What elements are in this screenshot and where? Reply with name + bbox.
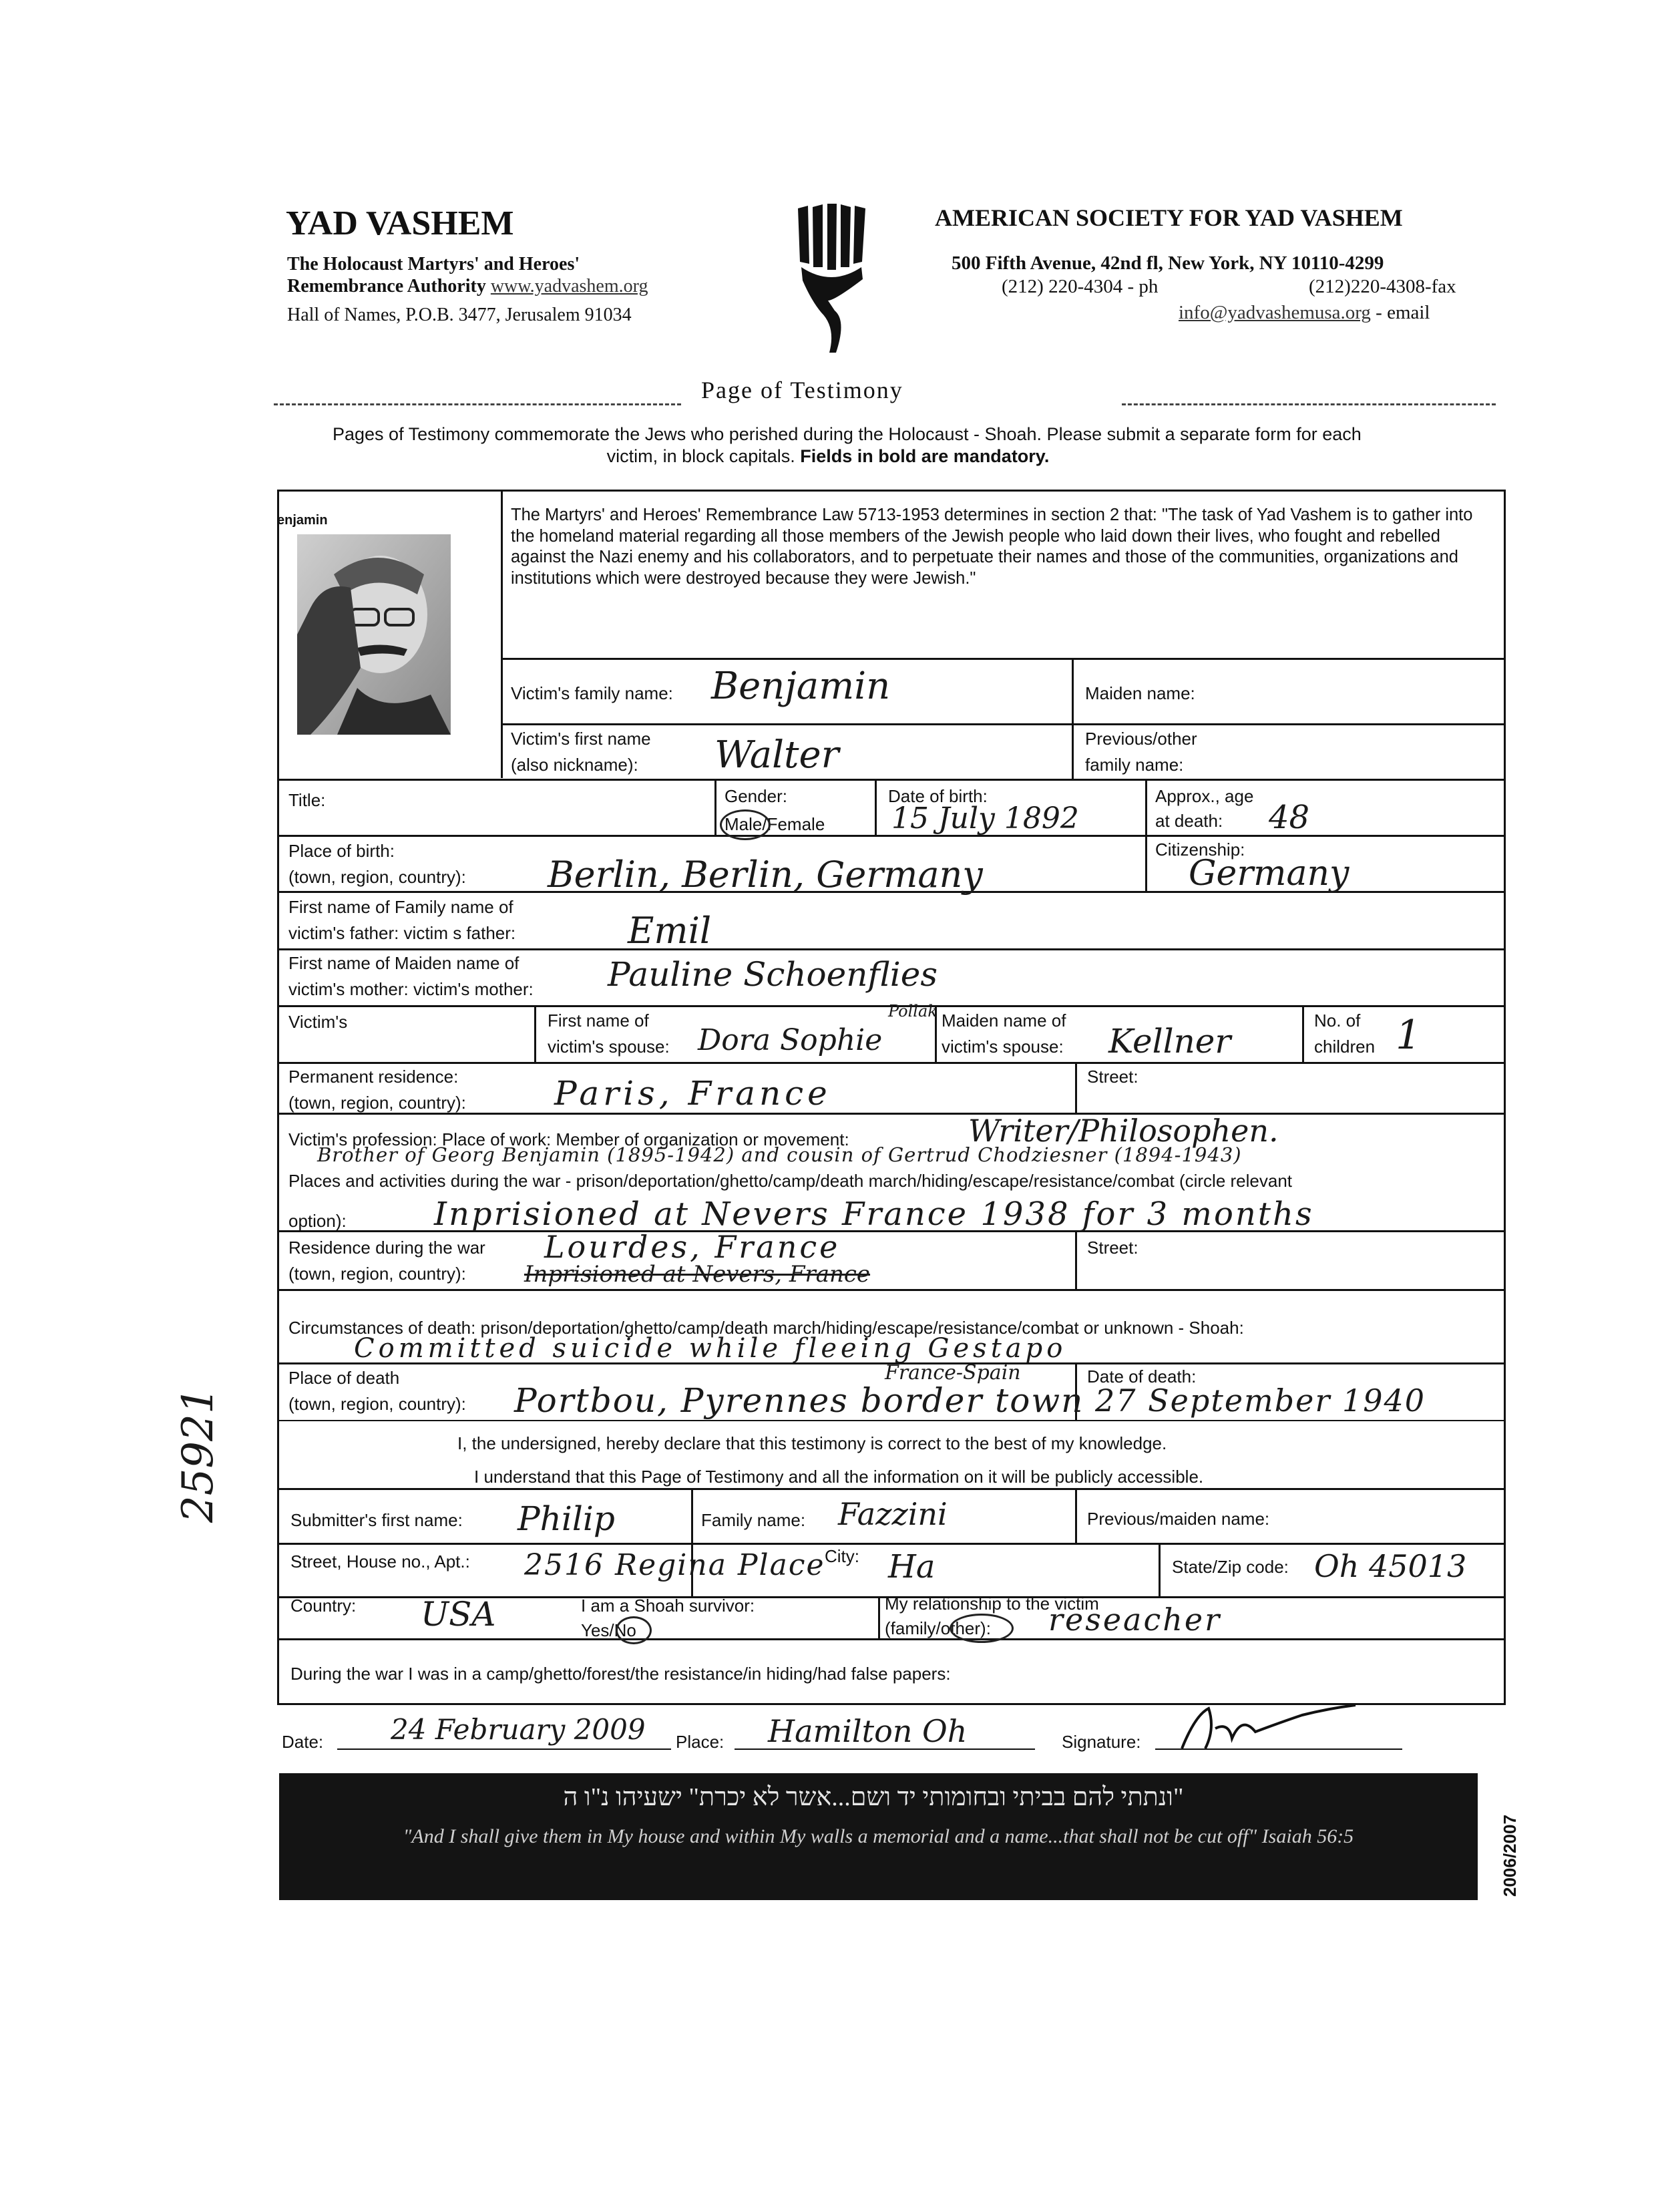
street-label-2: Street: [1087,1238,1138,1258]
mother-value[interactable]: Pauline Schoenflies [608,955,938,994]
banner-hebrew-quote: "ונתתי להם בביתי ובחומותי יד ושם...אשר לא יכרת" ישעיהו נ"ו ה [563,1783,1184,1811]
residence-value[interactable]: Paris, France [554,1074,831,1113]
pod-note-value: France-Spain [885,1361,1021,1385]
war-res-label [288,1237,485,1284]
residence-label-1: Permanent residence: [288,1067,459,1087]
col-maiden [1072,658,1074,779]
pob-value[interactable]: Berlin, Berlin, Germany [548,854,983,896]
children-label-1: No. of [1314,1010,1361,1031]
us-title: AMERICAN SOCIETY FOR YAD VASHEM [935,204,1403,231]
place-value[interactable]: Hamilton Oh [768,1713,968,1749]
rule-11 [277,1289,1506,1291]
yad-vashem-menorah-logo [795,200,868,354]
dod-label: Date of death: [1087,1366,1197,1387]
spouse-maiden-label-2: victim's spouse: [942,1036,1064,1057]
brother-note-value: Brother of Georg Benjamin (1895-1942) and cousin of Gertrud Chodziesner (1894-1943) [317,1143,1242,1166]
margin-reference-number: 25921 [174,1387,223,1523]
circumstances-label: Circumstances of death: prison/deportation/ghetto/camp/death march/hiding/escape/resistance/combat or unknown - Shoah: [288,1318,1244,1338]
rule-14 [277,1543,1506,1545]
children-value[interactable]: 1 [1396,1012,1422,1059]
form-code: 2006/2007 [1500,1815,1520,1897]
photo-divider [501,490,503,778]
org-authority: Remembrance Authority [287,276,486,297]
intro-line-2 [0,446,1656,467]
col-street-2 [1075,1230,1077,1289]
date-label: Date: [282,1732,324,1752]
no-circle-mark [616,1616,652,1644]
title-label: Title: [288,790,326,810]
pob-label-2: (town, region, country): [288,866,466,887]
spouse-maiden-value[interactable]: Kellner [1108,1022,1231,1061]
col-citizenship [1145,835,1147,891]
father-label-2: victim's father: victim s father: [288,922,516,943]
citizenship-value[interactable]: Germany [1189,854,1350,894]
us-phone: (212) 220-4304 - ph [1002,276,1159,297]
org-title: YAD VASHEM [286,204,514,242]
sub-city-value[interactable]: Ha [888,1548,936,1586]
father-value[interactable]: Emil [628,910,712,952]
residence-label [288,1066,466,1113]
relation-label-1: My relationship to the victim [885,1594,1099,1614]
col-age [1145,779,1147,835]
children-label [1314,1010,1375,1057]
date-underline [337,1748,671,1750]
dob-label: Date of birth: [888,786,988,806]
father-label-1: First name of Family name of [288,897,513,917]
dob-value[interactable]: 15 July 1892 [891,801,1079,836]
first-name-label-2: (also nickname): [511,754,638,775]
sub-first-value[interactable]: Philip [518,1499,615,1538]
sub-state-value[interactable]: Oh 45013 [1314,1548,1467,1584]
prev-family-label-1: Previous/other [1085,729,1197,749]
signature-label: Signature: [1062,1732,1141,1752]
org-line-1: The Holocaust Martyrs' and Heroes' [287,254,580,274]
photo-caption: enjamin [277,513,328,528]
col-relation [878,1596,880,1638]
rule-6 [277,948,1506,950]
family-name-value[interactable]: Benjamin [711,665,891,708]
victims-label: Victim's [288,1012,348,1032]
pod-value[interactable]: Portbou, Pyrennes border town [514,1381,1084,1420]
sub-city-label: City: [825,1546,859,1566]
org-line-2 [287,276,648,297]
mother-label [288,952,534,1000]
banner-english-quote: "And I shall give them in My house and within My walls a memorial and a name...that shall not be cut off" Isaiah 56:5 [403,1825,1354,1847]
us-email-suffix: - email [1376,302,1430,323]
profession-label: Victim's profession: Place of work: Member of organization or movement: [288,1129,849,1149]
age-label [1155,785,1253,832]
profession-value[interactable]: Writer/Philosophen. [968,1113,1279,1149]
sub-prev-label: Previous/maiden name: [1087,1509,1270,1529]
family-name-label: Victim's family name: [511,683,673,703]
sub-street-label: Street, House no., Apt.: [290,1551,470,1572]
gender-label: Gender: [724,786,787,806]
us-fax: (212)220-4308-fax [1309,276,1456,297]
intro-line-1: Pages of Testimony commemorate the Jews who perished during the Holocaust - Shoah. Please submit a separate form for each [333,424,1362,444]
citizenship-label: Citizenship: [1155,840,1245,860]
survivor-label-1: I am a Shoah survivor: [581,1596,755,1616]
col-children [1302,1005,1304,1062]
law-quote: The Martyrs' and Heroes' Remembrance Law 5713-1953 determines in section 2 that: "The task of Yad Vashem is to gather into the homeland material regarding all those members of the Jewish people who laid down their lives, who fought and rebelled against the Nazi enemy and his collaborators, and to perpetuate their names and those of the communities, organizations and institutions which were destroyed because they were Jewish." [511,506,1473,588]
date-value[interactable]: 24 February 2009 [391,1713,646,1746]
sub-family-label: Family name: [701,1510,806,1530]
war-res-label-1: Residence during the war [288,1238,485,1258]
survivor-label [581,1595,755,1641]
col-sub-prev [1075,1488,1077,1543]
col-gender [714,779,716,835]
handwritten-signature[interactable] [1169,1702,1362,1755]
other-circle-mark [950,1614,1014,1643]
male-circle-mark [720,809,771,840]
sub-state-label: State/Zip code: [1172,1557,1289,1577]
relation-label-2: (family/other): [885,1618,991,1638]
gender-options[interactable]: Male/Female [724,814,825,834]
war-res-value[interactable]: Lourdes, France [544,1229,841,1265]
col-sub-state [1159,1543,1161,1596]
victim-photo-frame [277,494,501,775]
prev-family-label [1085,728,1197,775]
intro-instruction: victim, in block capitals. [606,446,801,466]
place-label: Place: [676,1732,724,1752]
pob-label-1: Place of birth: [288,841,395,861]
rule-1 [501,658,1506,660]
first-name-label [511,728,651,775]
rule-pod-bottom [277,1420,1506,1421]
intro-mandatory-note: Fields in bold are mandatory. [800,446,1050,466]
spouse-maiden-label-1: Maiden name of [942,1010,1066,1031]
survivor-options[interactable]: Yes/No [581,1620,636,1640]
spouse-maiden-label [942,1010,1066,1057]
during-war-label: During the war I was in a camp/ghetto/forest/the resistance/in hiding/had false papers: [290,1664,951,1684]
spouse-first-label-1: First name of [548,1010,649,1031]
quote-banner [279,1773,1478,1900]
col-spouse [534,1005,536,1062]
pob-label [288,840,466,888]
maiden-name-label: Maiden name: [1085,683,1195,703]
pod-label [288,1367,466,1415]
rule-3 [277,779,1506,781]
places-value[interactable]: Inprisioned at Nevers France 1938 for 3 months [434,1195,1314,1233]
us-email-link[interactable]: info@yadvashemusa.org [1179,302,1371,323]
declaration-2: I understand that this Page of Testimony and all the information on it will be publicly accessible. [474,1467,1204,1487]
col-street [1075,1062,1077,1113]
war-res-struck-value: Inprisioned at Nevers, France [524,1261,871,1288]
places-label-1: Places and activities during the war - prison/deportation/ghetto/camp/death march/hiding/escape/resistance/combat (circle relevant [288,1171,1293,1191]
first-name-label-1: Victim's first name [511,729,651,749]
street-label: Street: [1087,1067,1138,1087]
spouse-first-label-2: victim's spouse: [548,1036,670,1057]
rule-2 [501,723,1506,725]
law-box-right [501,490,503,491]
rule-8 [277,1062,1506,1064]
org-address: Hall of Names, P.O.B. 3477, Jerusalem 91034 [287,305,632,325]
places-label-2: option): [288,1211,347,1231]
relation-value[interactable]: reseacher [1048,1602,1222,1638]
title-dash-left [274,403,681,405]
sub-country-value[interactable]: USA [421,1595,496,1634]
sub-street-value[interactable]: 2516 Regina Place [524,1548,825,1582]
age-label-1: Approx., age [1155,786,1254,806]
sub-country-label: Country: [290,1596,357,1616]
declaration-1: I, the undersigned, hereby declare that this testimony is correct to the best of my knowledge. [457,1433,1167,1453]
age-label-2: at death: [1155,810,1223,831]
mother-label-2: victim's mother: victim's mother: [288,978,534,999]
title-dash-right [1122,403,1496,405]
dod-value[interactable]: 27 September 1940 [1095,1382,1426,1419]
prev-family-label-2: family name: [1085,754,1184,775]
pod-label-2: (town, region, country): [288,1393,466,1414]
sub-first-label: Submitter's first name: [290,1510,463,1530]
us-address: 500 Fifth Avenue, 42nd fl, New York, NY 10110-4299 [952,252,1384,274]
pod-label-1: Place of death [288,1368,400,1388]
col-dob [875,779,877,835]
first-name-value[interactable]: Walter [714,733,839,777]
sub-family-value[interactable]: Fazzini [838,1496,948,1532]
rule-13 [277,1488,1506,1490]
children-label-2: children [1314,1036,1376,1057]
circumstances-value[interactable]: Committed suicide while fleeing Gestapo [354,1333,1067,1364]
org-url-link[interactable]: www.yadvashem.org [490,276,648,297]
spouse-first-label [548,1010,670,1057]
father-label [288,896,515,944]
form-title: Page of Testimony [701,377,903,403]
spouse-first-value[interactable]: Dora Sophie [698,1023,883,1057]
age-value[interactable]: 48 [1269,799,1310,836]
victim-portrait-photo [297,534,451,735]
mother-label-1: First name of Maiden name of [288,953,520,973]
spouse-note-value: Pollak [888,1002,938,1021]
residence-label-2: (town, region, country): [288,1092,466,1113]
us-email-line [1179,302,1430,324]
war-res-label-2: (town, region, country): [288,1263,466,1284]
